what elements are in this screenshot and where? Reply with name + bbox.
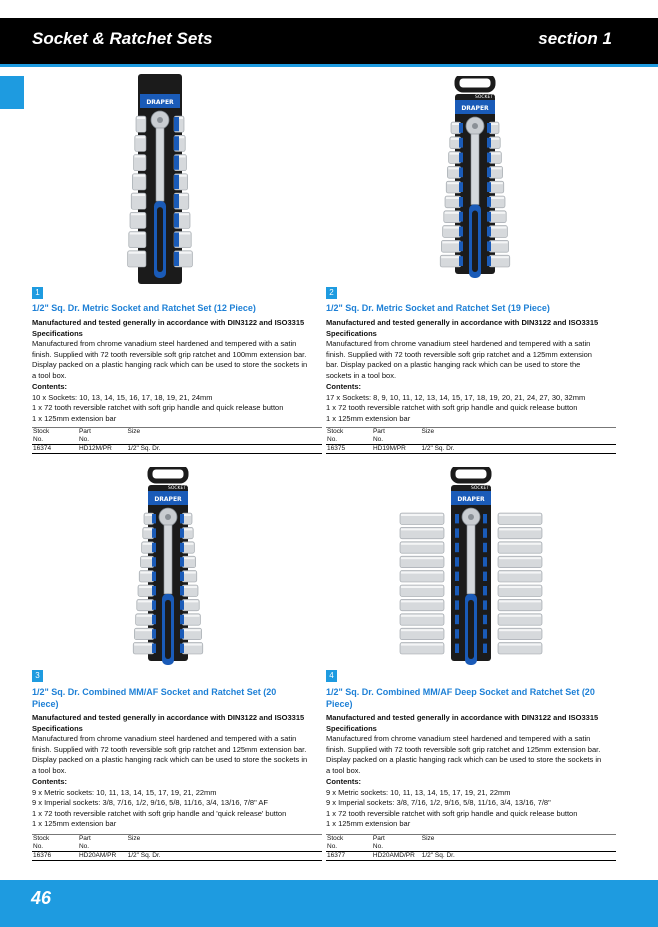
socket-clip <box>152 543 156 552</box>
socket-highlight <box>183 644 202 646</box>
ratchet-button <box>165 514 171 520</box>
socket-highlight <box>140 572 153 574</box>
socket-clip <box>487 197 491 207</box>
socket-highlight <box>441 256 460 258</box>
contents-item: 9 x Metric sockets: 10, 11, 13, 14, 15, 17, 19, 21, 22mm <box>326 787 511 797</box>
socket-highlight <box>145 514 153 516</box>
set-label-text: SOCKET SET <box>471 486 499 491</box>
socket-highlight <box>129 252 145 254</box>
socket-highlight <box>490 197 504 199</box>
standards-statement: Manufactured and tested generally in accordance with DIN3122 and ISO3315 Specifications <box>32 713 305 733</box>
contents-item: 1 x 72 tooth reversible ratchet with soft grip handle and quick release button <box>326 403 578 412</box>
hanger-handle <box>457 76 493 90</box>
standards-statement: Manufactured and tested generally in accordance with DIN3122 and ISO3315 Specifications <box>32 318 305 338</box>
socket-highlight <box>499 543 541 545</box>
contents-item: 9 x Imperial sockets: 3/8, 7/16, 1/2, 9/16, 5/8, 11/16, 3/4, 13/16, 7/8" AF <box>32 798 269 807</box>
ratchet-shaft <box>164 525 172 594</box>
table-header-row <box>326 835 616 852</box>
socket-clip <box>174 156 179 170</box>
contents-item: 1 x 125mm extension bar <box>326 819 411 828</box>
socket-clip <box>483 543 487 552</box>
contents-item: 1 x 72 tooth reversible ratchet with soft grip handle and 'quick release' button <box>32 808 287 818</box>
socket-highlight <box>183 528 192 530</box>
socket-clip <box>487 227 491 237</box>
contents-item: 1 x 72 tooth reversible ratchet with soft grip handle and quick release button <box>32 403 284 412</box>
socket-clip <box>459 123 463 133</box>
stock-number-cell: 16376 <box>32 852 78 861</box>
col-header-stock: Stock No. <box>32 835 78 852</box>
ratchet-button <box>472 123 478 129</box>
size-cell: 1/2" Sq. Dr. <box>127 852 322 861</box>
socket-clip <box>487 153 491 163</box>
socket-clip <box>483 615 487 624</box>
col-header-part: Part No. <box>78 835 127 852</box>
socket-highlight <box>183 572 196 574</box>
socket-highlight <box>452 123 460 125</box>
socket-clip <box>174 194 179 208</box>
section-tab-marker <box>0 76 24 109</box>
socket-highlight <box>450 153 460 155</box>
socket-highlight <box>442 241 460 243</box>
socket-highlight <box>490 167 502 169</box>
product-description: Manufactured from chrome vanadium steel hardened and tempered with a satin finish. Supplied with 72 tooth reversible soft grip ratchet and 125mm extension bar. Display packed on a plastic hanging rack which can be used to store the sockets in a tool box. <box>326 734 602 775</box>
socket-highlight <box>490 153 500 155</box>
socket-highlight <box>401 557 443 559</box>
hanger-handle <box>453 467 489 481</box>
product-image <box>100 72 220 286</box>
socket-clip <box>487 256 491 266</box>
socket-clip <box>487 167 491 177</box>
contents-item: 9 x Metric sockets: 10, 11, 13, 14, 15, 17, 19, 21, 22mm <box>32 787 217 797</box>
socket-clip <box>152 572 156 581</box>
brand-text: DRAPER <box>154 496 182 503</box>
socket-highlight <box>499 586 541 588</box>
socket-highlight <box>401 600 443 602</box>
socket-highlight <box>135 629 153 631</box>
socket-highlight <box>401 514 443 516</box>
socket-clip <box>483 514 487 523</box>
set-label-text: SOCKET SET <box>475 95 503 100</box>
product-spec-table <box>32 427 322 454</box>
socket-clip <box>180 615 184 624</box>
socket-clip <box>174 175 179 189</box>
socket-clip <box>180 528 184 537</box>
socket-clip <box>180 600 184 609</box>
contents-item: 10 x Sockets: 10, 13, 14, 15, 16, 17, 18, 19, 21, 24mm <box>32 392 213 402</box>
socket-highlight <box>183 629 201 631</box>
socket-highlight <box>138 600 153 602</box>
product-description-block <box>32 318 312 424</box>
socket-clip <box>455 629 459 638</box>
socket-clip <box>483 644 487 653</box>
ratchet-grip-insert <box>472 211 478 272</box>
socket-clip <box>459 212 463 222</box>
socket-highlight <box>401 586 443 588</box>
socket-highlight <box>447 182 460 184</box>
part-number-cell: HD20AM/PR <box>78 852 127 861</box>
socket-clip <box>459 153 463 163</box>
socket-highlight <box>134 644 153 646</box>
socket-clip <box>487 182 491 192</box>
product-description-block <box>32 713 312 830</box>
contents-heading: Contents: <box>326 382 361 391</box>
table-header-row <box>326 428 616 445</box>
socket-highlight <box>137 117 145 119</box>
stock-number-cell: 16375 <box>326 445 372 454</box>
standards-statement: Manufactured and tested generally in accordance with DIN3122 and ISO3315 Specifications <box>326 713 599 733</box>
socket-clip <box>459 227 463 237</box>
socket-clip <box>483 586 487 595</box>
socket-highlight <box>131 213 145 215</box>
socket-highlight <box>137 615 153 617</box>
socket-highlight <box>132 194 145 196</box>
brand-text: DRAPER <box>457 496 485 503</box>
socket-highlight <box>144 528 153 530</box>
ratchet-button <box>468 514 474 520</box>
socket-highlight <box>401 528 443 530</box>
socket-highlight <box>490 138 499 140</box>
product-description: Manufactured from chrome vanadium steel hardened and tempered with a satin finish. Supplied with 72 tooth reversible soft grip ratchet and 125mm extension bar. Display packed on a plastic hanging rack which can be used to store the sockets in a tool box. <box>32 734 308 775</box>
socket-clip <box>455 600 459 609</box>
table-header-row <box>32 428 322 445</box>
socket-clip <box>455 514 459 523</box>
socket-clip <box>455 644 459 653</box>
col-header-size: Size <box>421 835 616 852</box>
product-title: 1/2" Sq. Dr. Combined MM/AF Deep Socket and Ratchet Set (20 Piece) <box>326 687 595 709</box>
socket-highlight <box>499 557 541 559</box>
product-number-badge: 3 <box>32 670 43 682</box>
product-spec-table <box>326 834 616 861</box>
contents-item: 1 x 125mm extension bar <box>32 413 117 423</box>
socket-clip <box>174 213 179 227</box>
socket-clip <box>152 528 156 537</box>
set-label-text: SOCKET SET <box>168 486 196 491</box>
socket-highlight <box>448 167 460 169</box>
socket-clip <box>152 644 156 653</box>
socket-clip <box>459 241 463 251</box>
product-title: 1/2" Sq. Dr. Metric Socket and Ratchet Set (12 Piece) <box>32 303 256 313</box>
socket-clip <box>455 586 459 595</box>
col-header-size: Size <box>126 428 322 445</box>
col-header-size: Size <box>127 835 322 852</box>
contents-item: 9 x Imperial sockets: 3/8, 7/16, 1/2, 9/16, 5/8, 11/16, 3/4, 13/16, 7/8" <box>326 798 551 807</box>
socket-highlight <box>133 175 145 177</box>
socket-clip <box>455 572 459 581</box>
brand-text: DRAPER <box>461 105 489 112</box>
socket-highlight <box>446 197 460 199</box>
col-header-stock: Stock No. <box>32 428 78 445</box>
socket-clip <box>174 252 179 266</box>
page-header <box>0 18 658 64</box>
socket-highlight <box>141 557 153 559</box>
ratchet-grip-insert <box>468 600 474 659</box>
socket-clip <box>180 543 184 552</box>
part-number-cell: HD19M/PR <box>372 445 420 454</box>
contents-item: 1 x 125mm extension bar <box>326 413 411 423</box>
socket-highlight <box>490 256 509 258</box>
ratchet-shaft <box>156 128 164 201</box>
product-description: Manufactured from chrome vanadium steel hardened and tempered with a satin finish. Supplied with 72 tooth reversible soft grip ratchet and a 125mm extension bar. Display packed on a plastic hanging rack which can be used to store the sockets in a tool box. <box>326 339 592 380</box>
socket-highlight <box>143 543 153 545</box>
socket-highlight <box>445 212 460 214</box>
socket-highlight <box>499 644 541 646</box>
table-row <box>326 445 616 454</box>
socket-highlight <box>499 629 541 631</box>
part-number-cell: HD12M/PR <box>78 445 126 454</box>
contents-item: 1 x 72 tooth reversible ratchet with soft grip handle and quick release button <box>326 808 578 818</box>
contents-heading: Contents: <box>32 777 67 786</box>
socket-clip <box>459 167 463 177</box>
socket-clip <box>455 557 459 566</box>
socket-highlight <box>183 615 199 617</box>
product-spec-table <box>32 834 322 861</box>
socket-clip <box>487 123 491 133</box>
socket-highlight <box>183 586 197 588</box>
header-divider <box>0 64 658 67</box>
socket-highlight <box>499 615 541 617</box>
socket-highlight <box>401 629 443 631</box>
ratchet-shaft <box>471 134 479 205</box>
socket-highlight <box>136 136 145 138</box>
product-image <box>396 467 546 673</box>
socket-clip <box>152 600 156 609</box>
product-number-badge: 4 <box>326 670 337 682</box>
product-image <box>400 76 550 286</box>
socket-clip <box>459 138 463 148</box>
socket-clip <box>180 586 184 595</box>
socket-highlight <box>499 514 541 516</box>
standards-statement: Manufactured and tested generally in accordance with DIN3122 and ISO3315 Specifications <box>326 318 599 338</box>
socket-highlight <box>135 156 145 158</box>
size-cell: 1/2" Sq. Dr. <box>420 445 616 454</box>
page-title: Socket & Ratchet Sets <box>32 29 213 48</box>
socket-clip <box>152 557 156 566</box>
socket-highlight <box>401 572 443 574</box>
socket-highlight <box>401 644 443 646</box>
socket-highlight <box>499 600 541 602</box>
socket-highlight <box>401 543 443 545</box>
socket-highlight <box>444 227 460 229</box>
socket-clip <box>174 233 179 247</box>
contents-item: 17 x Sockets: 8, 9, 10, 11, 12, 13, 14, 15, 17, 18, 19, 20, 21, 24, 27, 30, 32mm <box>326 392 586 402</box>
socket-highlight <box>183 543 193 545</box>
contents-item: 1 x 125mm extension bar <box>32 819 117 828</box>
product-image <box>108 467 228 673</box>
socket-clip <box>180 514 184 523</box>
socket-clip <box>483 557 487 566</box>
socket-clip <box>180 557 184 566</box>
product-description: Manufactured from chrome vanadium steel hardened and tempered with a satin finish. Supplied with 72 tooth reversible soft grip ratchet and 100mm extension bar. Display packed on a plastic hanging rack which can be used to store the sockets in a tool box. <box>32 339 308 380</box>
socket-clip <box>180 629 184 638</box>
stock-number-cell: 16377 <box>326 852 372 861</box>
table-row <box>32 852 322 861</box>
socket-clip <box>487 138 491 148</box>
col-header-stock: Stock No. <box>326 835 372 852</box>
socket-clip <box>180 644 184 653</box>
ratchet-grip-insert <box>165 600 171 659</box>
section-label: section 1 <box>538 29 612 48</box>
socket-highlight <box>490 212 505 214</box>
col-header-size: Size <box>420 428 616 445</box>
table-header-row <box>32 835 322 852</box>
stock-number-cell: 16374 <box>32 445 78 454</box>
product-spec-table <box>326 427 616 454</box>
socket-clip <box>174 117 179 131</box>
socket-clip <box>483 629 487 638</box>
socket-highlight <box>139 586 153 588</box>
socket-clip <box>483 600 487 609</box>
product-description-block <box>326 713 606 830</box>
socket-clip <box>152 629 156 638</box>
page-footer <box>0 880 658 927</box>
socket-highlight <box>183 557 195 559</box>
socket-clip <box>487 212 491 222</box>
socket-clip <box>487 241 491 251</box>
ratchet-grip-insert <box>157 207 163 272</box>
socket-highlight <box>183 600 198 602</box>
product-title: 1/2" Sq. Dr. Combined MM/AF Socket and Ratchet Set (20 Piece) <box>32 687 277 709</box>
part-number-cell: HD20AMD/PR <box>372 852 421 861</box>
col-header-part: Part No. <box>78 428 126 445</box>
socket-highlight <box>130 233 145 235</box>
product-number-badge: 2 <box>326 287 337 299</box>
contents-heading: Contents: <box>32 382 67 391</box>
socket-clip <box>483 572 487 581</box>
socket-highlight <box>490 123 498 125</box>
page-number: 46 <box>31 888 52 908</box>
ratchet-shaft <box>467 525 475 594</box>
socket-highlight <box>490 227 506 229</box>
socket-highlight <box>490 182 503 184</box>
socket-clip <box>180 572 184 581</box>
table-row <box>32 445 322 454</box>
socket-highlight <box>451 138 460 140</box>
socket-clip <box>459 182 463 192</box>
table-row <box>326 852 616 861</box>
size-cell: 1/2" Sq. Dr. <box>126 445 322 454</box>
socket-highlight <box>490 241 508 243</box>
product-description-block <box>326 318 606 424</box>
socket-clip <box>455 528 459 537</box>
hanger-handle <box>150 467 186 481</box>
socket-highlight <box>499 572 541 574</box>
socket-clip <box>152 514 156 523</box>
socket-clip <box>174 136 179 150</box>
size-cell: 1/2" Sq. Dr. <box>421 852 616 861</box>
socket-clip <box>459 197 463 207</box>
brand-text: DRAPER <box>146 99 174 106</box>
col-header-stock: Stock No. <box>326 428 372 445</box>
col-header-part: Part No. <box>372 428 420 445</box>
socket-highlight <box>499 528 541 530</box>
socket-clip <box>459 256 463 266</box>
contents-heading: Contents: <box>326 777 361 786</box>
socket-clip <box>152 615 156 624</box>
col-header-part: Part No. <box>372 835 421 852</box>
socket-clip <box>455 615 459 624</box>
socket-clip <box>483 528 487 537</box>
socket-highlight <box>183 514 191 516</box>
ratchet-button <box>157 117 163 123</box>
product-number-badge: 1 <box>32 287 43 299</box>
product-title: 1/2" Sq. Dr. Metric Socket and Ratchet Set (19 Piece) <box>326 303 550 313</box>
socket-clip <box>455 543 459 552</box>
socket-highlight <box>401 615 443 617</box>
socket-clip <box>152 586 156 595</box>
